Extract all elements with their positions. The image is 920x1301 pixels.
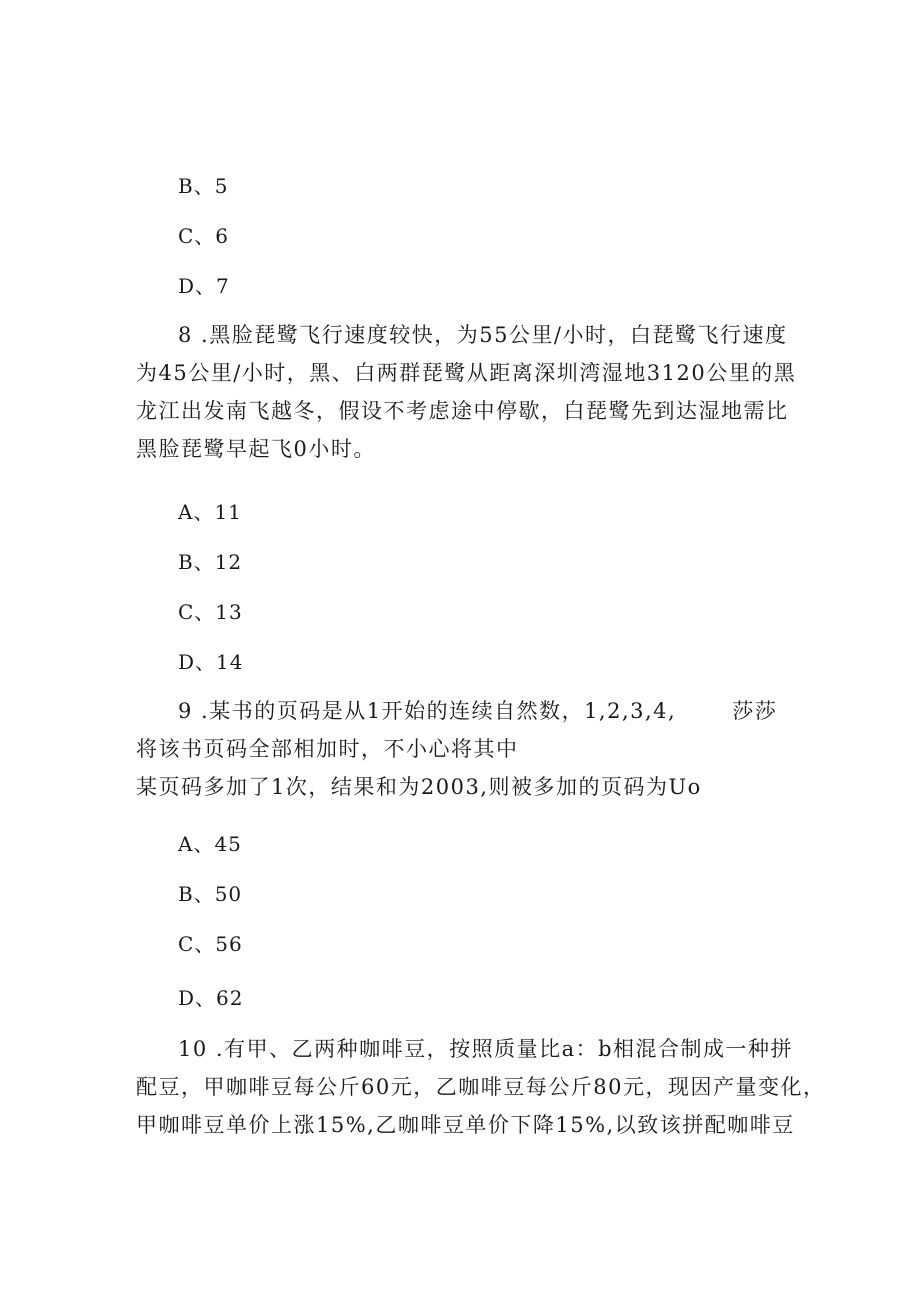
q8-line-3: 龙江出发南飞越冬，假设不考虑途中停歇，白琵鹭先到达湿地需比 bbox=[136, 399, 789, 423]
q8-line-4: 黑脸琵鹭早起飞0小时。 bbox=[136, 437, 376, 461]
q9-option-b: B、50 bbox=[178, 882, 243, 906]
q9-option-c: C、56 bbox=[178, 932, 243, 956]
q10-line-3: 甲咖啡豆单价上涨15%,乙咖啡豆单价下降15%,以致该拼配咖啡豆 bbox=[136, 1113, 795, 1137]
q9-line-3: 某页码多加了1次，结果和为2003,则被多加的页码为Uo bbox=[136, 775, 702, 799]
q7-option-d: D、7 bbox=[178, 274, 230, 298]
q7-option-c: C、6 bbox=[178, 224, 230, 248]
q10-line-2: 配豆，甲咖啡豆每公斤60元，乙咖啡豆每公斤80元，现因产量变化， bbox=[136, 1075, 826, 1099]
q9-line-1-name: 莎莎 bbox=[732, 699, 778, 723]
q8-option-d: D、14 bbox=[178, 650, 244, 674]
q8-option-b: B、12 bbox=[178, 550, 243, 574]
q7-option-b: B、5 bbox=[178, 174, 229, 198]
q9-option-d: D、62 bbox=[178, 986, 244, 1010]
q10-question bbox=[136, 1030, 826, 1144]
q9-line-1-text: 9 .某书的页码是从1开始的连续自然数，1,2,3,4, bbox=[178, 699, 677, 723]
q9-question bbox=[136, 692, 806, 806]
q10-line-1: 10 .有甲、乙两种咖啡豆，按照质量比a：b相混合制成一种拼 bbox=[178, 1037, 794, 1061]
q8-option-c: C、13 bbox=[178, 600, 243, 624]
q8-line-2: 为45公里/小时，黑、白两群琵鹭从距离深圳湾湿地3120公里的黑 bbox=[136, 361, 797, 385]
q9-line-2: 将该书页码全部相加时，不小心将其中 bbox=[136, 737, 519, 761]
q9-option-a: A、45 bbox=[178, 832, 242, 856]
q8-line-1: 8 .黑脸琵鹭飞行速度较快，为55公里/小时，白琵鹭飞行速度 bbox=[178, 323, 788, 347]
q8-option-a: A、11 bbox=[178, 500, 242, 524]
q8-question bbox=[136, 316, 806, 468]
q9-line-1 bbox=[136, 692, 806, 730]
